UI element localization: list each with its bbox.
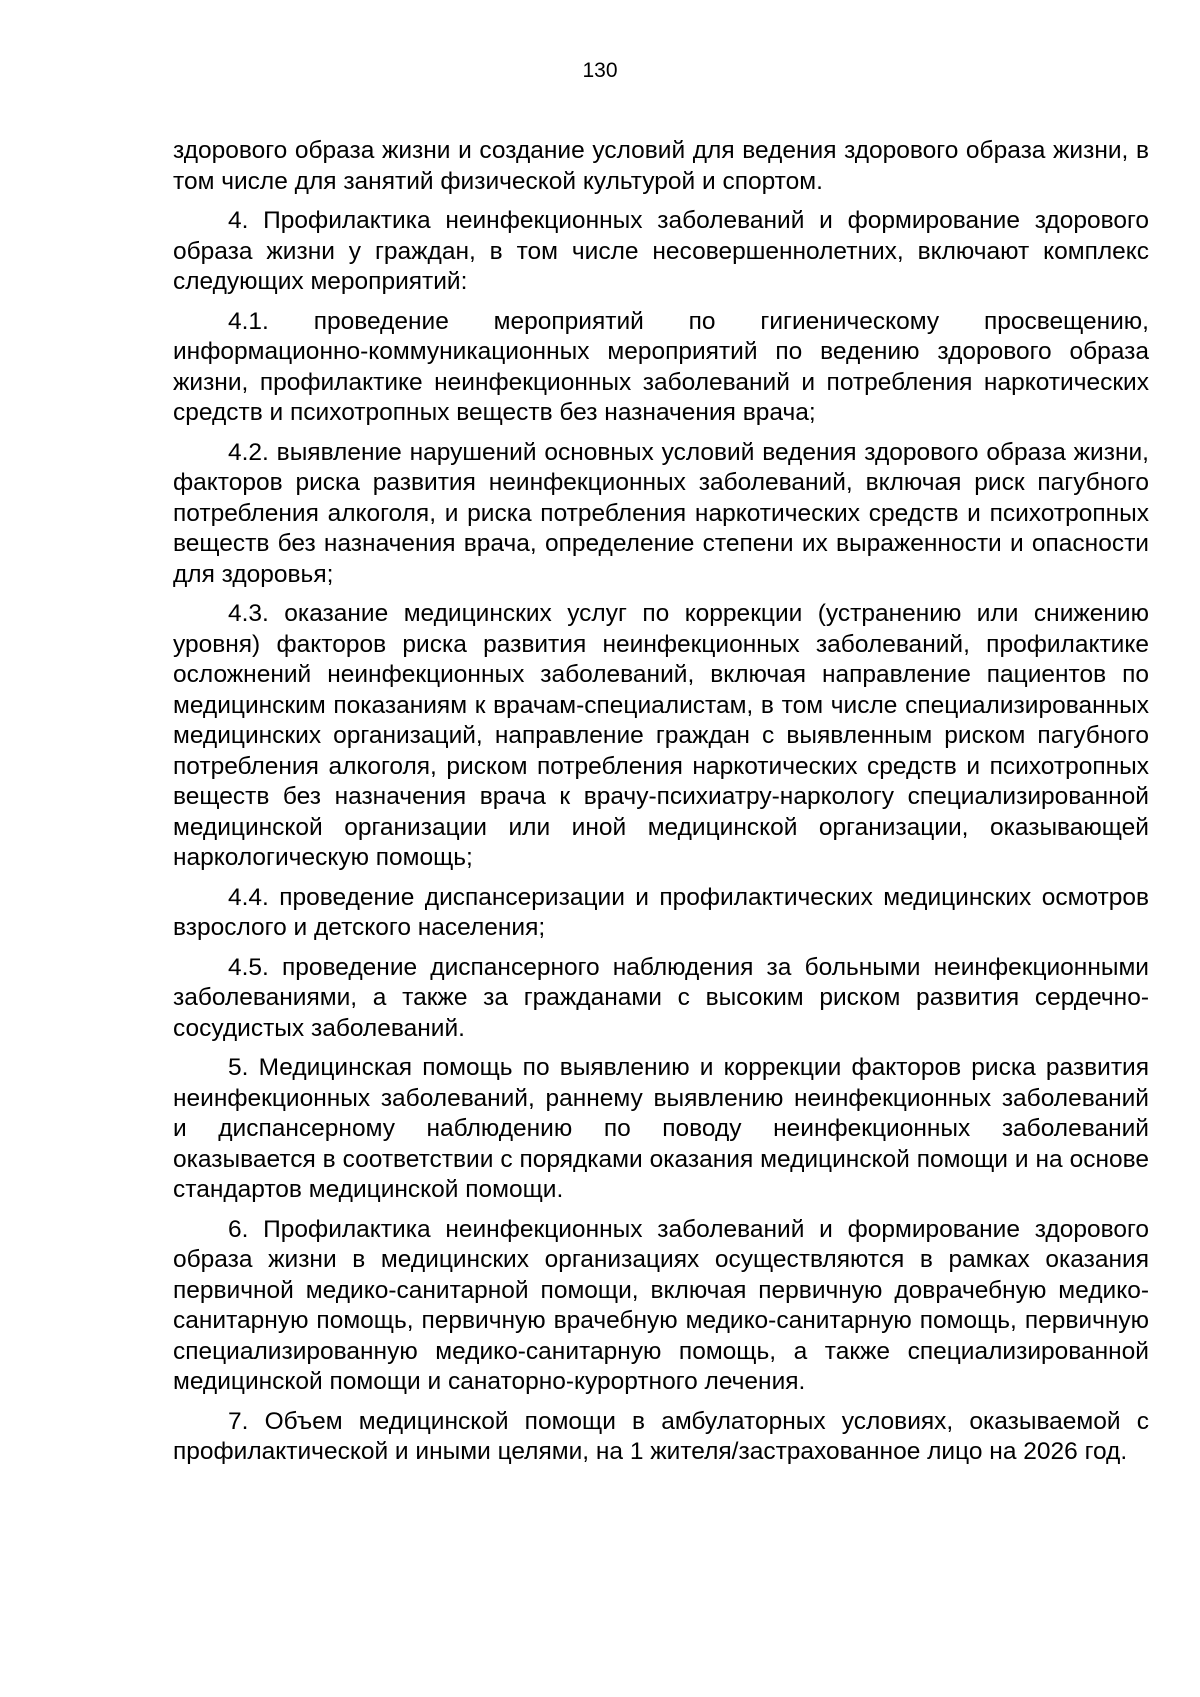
paragraph-item-6: 6. Профилактика неинфекционных заболеваний и формирование здорового образа жизни в медицинских организациях осуществляются в рамках оказания первичной медико-санитарной помощи, включая первичную доврачебную медико-санитарную помощь, первичную врачебную медико-санитарную помощь, первичную специализированную медико-санитарную помощь, а также специализированной медицинской помощи и санаторно-курортного лечения. — [173, 1215, 1149, 1395]
paragraph-continuation: здорового образа жизни и создание условий для ведения здорового образа жизни, в том числе для занятий физической культурой и спортом. — [173, 137, 1149, 195]
paragraph-item-5: 5. Медицинская помощь по выявлению и коррекции факторов риска развития неинфекционных заболеваний, раннему выявлению неинфекционных заболеваний и диспансерному наблюдению по поводу неинфекционных заболеваний оказывается в соответствии с порядками оказания медицинской помощи и на основе стандартов медицинской помощи. — [173, 1054, 1149, 1203]
paragraph-item-4-3: 4.3. оказание медицинских услуг по коррекции (устранению или снижению уровня) факторов риска развития неинфекционных заболеваний, профилактике осложнений неинфекционных заболеваний, включая направление пациентов по медицинским показаниям к врачам-специалистам, в том числе специализированных медицинских организаций, направление граждан с выявленным риском пагубного потребления алкоголя, риском потребления наркотических средств и психотропных веществ без назначения врача к врачу-психиатру-наркологу специализированной медицинской организации или иной медицинской организации, оказывающей наркологическую помощь; — [173, 600, 1149, 871]
paragraph-item-4: 4. Профилактика неинфекционных заболеваний и формирование здорового образа жизни у граждан, в том числе несовершеннолетних, включают комплекс следующих мероприятий: — [173, 207, 1149, 295]
paragraph-item-4-5: 4.5. проведение диспансерного наблюдения за больными неинфекционными заболеваниями, а также за гражданами с высоким риском развития сердечно-сосудистых заболеваний. — [173, 953, 1149, 1042]
paragraph-item-4-2: 4.2. выявление нарушений основных условий ведения здорового образа жизни, факторов риска развития неинфекционных заболеваний, включая риск пагубного потребления алкоголя, и риска потребления наркотических средств и психотропных веществ без назначения врача, определение степени их выраженности и опасности для здоровья; — [173, 438, 1149, 588]
paragraph-item-7: 7. Объем медицинской помощи в амбулаторных условиях, оказываемой с профилактической и иными целями, на 1 жителя/застрахованное лицо на 2026 год. — [173, 1407, 1149, 1465]
paragraph-item-4-1: 4.1. проведение мероприятий по гигиеническому просвещению, информационно-коммуникационных мероприятий по ведению здорового образа жизни, профилактике неинфекционных заболеваний и потребления наркотических средств и психотропных веществ без назначения врача; — [173, 307, 1149, 426]
document-body — [173, 136, 1149, 1477]
page-number: 130 — [582, 59, 618, 82]
paragraph-item-4-4: 4.4. проведение диспансеризации и профилактических медицинских осмотров взрослого и детского населения; — [173, 883, 1149, 941]
